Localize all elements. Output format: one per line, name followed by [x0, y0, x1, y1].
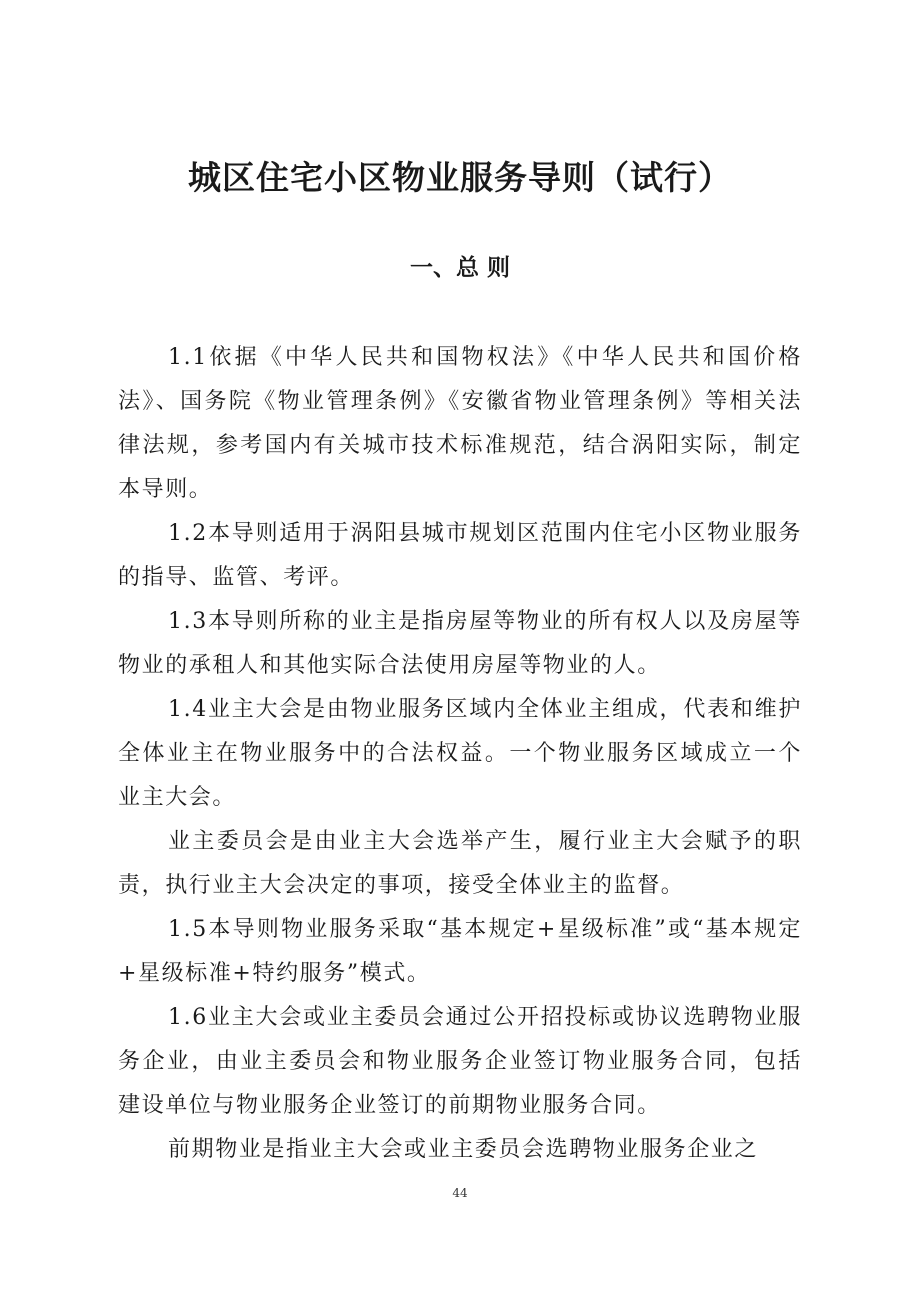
paragraph: 业主委员会是由业主大会选举产生，履行业主大会赋予的职责，执行业主大会决定的事项，接受全体业主的监督。 — [118, 829, 802, 898]
page-number: 44 — [452, 1186, 468, 1200]
paragraph: 前期物业是指业主大会或业主委员会选聘物业服务企业之 — [168, 1137, 759, 1162]
paragraph: 1.4业主大会是由物业服务区域内全体业主组成，代表和维护全体业主在物业服务中的合法权益。一个物业服务区域成立一个业主大会。 — [118, 697, 802, 810]
paragraph: 1.5本导则物业服务采取“基本规定+星级标准”或“基本规定+星级标准+特约服务”模式。 — [118, 917, 802, 986]
document-title: 城区住宅小区物业服务导则（试行） — [188, 158, 732, 197]
paragraph: 1.2本导则适用于涡阳县城市规划区范围内住宅小区物业服务的指导、监管、考评。 — [118, 521, 802, 590]
paragraph: 1.1依据《中华人民共和国物权法》《中华人民共和国价格法》、国务院《物业管理条例》《安徽省物业管理条例》等相关法律法规，参考国内有关城市技术标准规范，结合涡阳实际，制定本导则。 — [118, 345, 802, 502]
section-heading: 一、总 则 — [409, 255, 510, 281]
paragraph: 1.6业主大会或业主委员会通过公开招投标或协议选聘物业服务企业，由业主委员会和物业服务企业签订物业服务合同，包括建设单位与物业服务企业签订的前期物业服务合同。 — [118, 1005, 802, 1118]
document-body — [118, 336, 802, 1172]
paragraph: 1.3本导则所称的业主是指房屋等物业的所有权人以及房屋等物业的承租人和其他实际合法使用房屋等物业的人。 — [118, 609, 802, 678]
